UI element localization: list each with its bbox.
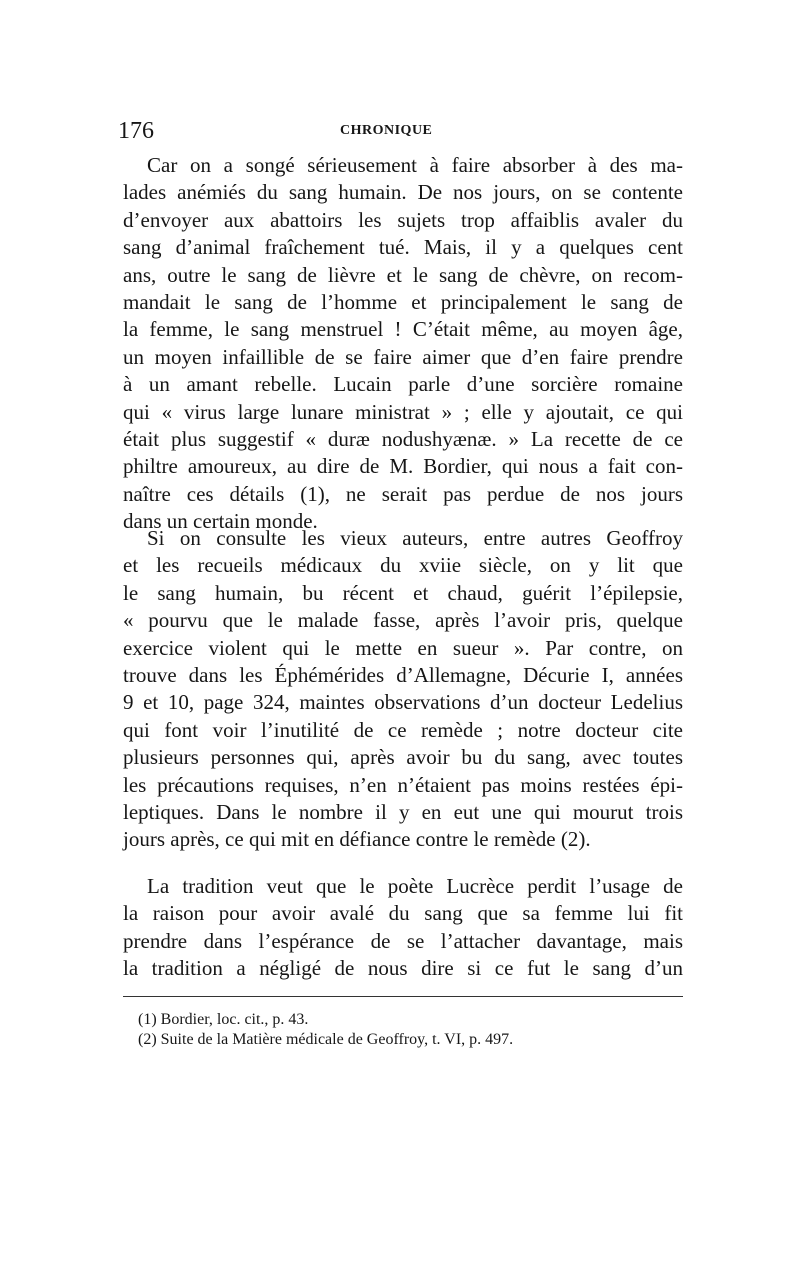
text-line: qui font voir l’inutilité de ce remède ; notre docteur cite — [123, 717, 683, 742]
text-line: trouve dans les Éphémérides d’Allemagne, Décurie I, années — [123, 662, 683, 687]
text-line: jours après, ce qui mit en défiance contre le remède (2). — [123, 827, 591, 852]
text-line: leptiques. Dans le nombre il y en eut une qui mourut trois — [123, 799, 683, 824]
text-line: le sang humain, bu récent et chaud, guérit l’épilepsie, — [123, 580, 683, 605]
text-line: la tradition a négligé de nous dire si ce fut le sang d’un — [123, 956, 683, 981]
text-line: la femme, le sang menstruel ! C’était même, au moyen âge, — [123, 317, 683, 342]
footnote-divider — [123, 996, 683, 997]
page-number: 176 — [118, 118, 154, 144]
text-line: Si on consulte les vieux auteurs, entre autres Geoffroy — [147, 526, 683, 550]
text-line: ans, outre le sang de lièvre et le sang de chèvre, on recom- — [123, 262, 683, 287]
running-head: CHRONIQUE — [340, 123, 433, 138]
text-line: la raison pour avoir avalé du sang que sa femme lui fit — [123, 901, 683, 926]
text-line: exercice violent qui le mette en sueur ». Par contre, on — [123, 635, 683, 660]
text-line: 9 et 10, page 324, maintes observations d’un docteur Ledelius — [123, 690, 683, 715]
footnote-1: (1) Bordier, loc. cit., p. 43. — [138, 1011, 309, 1028]
text-line: mandait le sang de l’homme et principalement le sang de — [123, 289, 683, 314]
text-line: qui « virus large lunare ministrat » ; elle y ajoutait, ce qui — [123, 399, 683, 424]
text-line: plusieurs personnes qui, après avoir bu du sang, avec toutes — [123, 745, 683, 770]
text-line: les précautions requises, n’en n’étaient pas moins restées épi- — [123, 772, 683, 797]
paragraph-3 — [123, 873, 683, 983]
text-line: prendre dans l’espérance de se l’attacher davantage, mais — [123, 928, 683, 953]
text-line: lades anémiés du sang humain. De nos jours, on se contente — [123, 180, 683, 205]
text-line: d’envoyer aux abattoirs les sujets trop affaiblis avaler du — [123, 207, 683, 232]
text-line: était plus suggestif « duræ nodushyænæ. » La recette de ce — [123, 426, 683, 451]
text-line: « pourvu que le malade fasse, après l’avoir pris, quelque — [123, 608, 683, 633]
text-line: La tradition veut que le poète Lucrèce perdit l’usage de — [147, 874, 683, 898]
text-line: naître ces détails (1), ne serait pas perdue de nos jours — [123, 481, 683, 506]
footnote-2: (2) Suite de la Matière médicale de Geoffroy, t. VI, p. 497. — [138, 1031, 514, 1048]
text-line: dans un certain monde. — [123, 509, 318, 534]
text-line: Car on a songé sérieusement à faire absorber à des ma- — [147, 153, 683, 177]
paragraph-1 — [123, 152, 683, 535]
text-line: un moyen infaillible de se faire aimer que d’en faire prendre — [123, 344, 683, 369]
page-header — [118, 116, 681, 146]
text-line: et les recueils médicaux du xviie siècle, on y lit que — [123, 553, 683, 578]
paragraph-2 — [123, 525, 683, 854]
footnotes — [138, 1010, 698, 1050]
text-line: philtre amoureux, au dire de M. Bordier, qui nous a fait con- — [123, 454, 683, 479]
text-line: à un amant rebelle. Lucain parle d’une sorcière romaine — [123, 372, 683, 397]
text-line: sang d’animal fraîchement tué. Mais, il y a quelques cent — [123, 235, 683, 260]
